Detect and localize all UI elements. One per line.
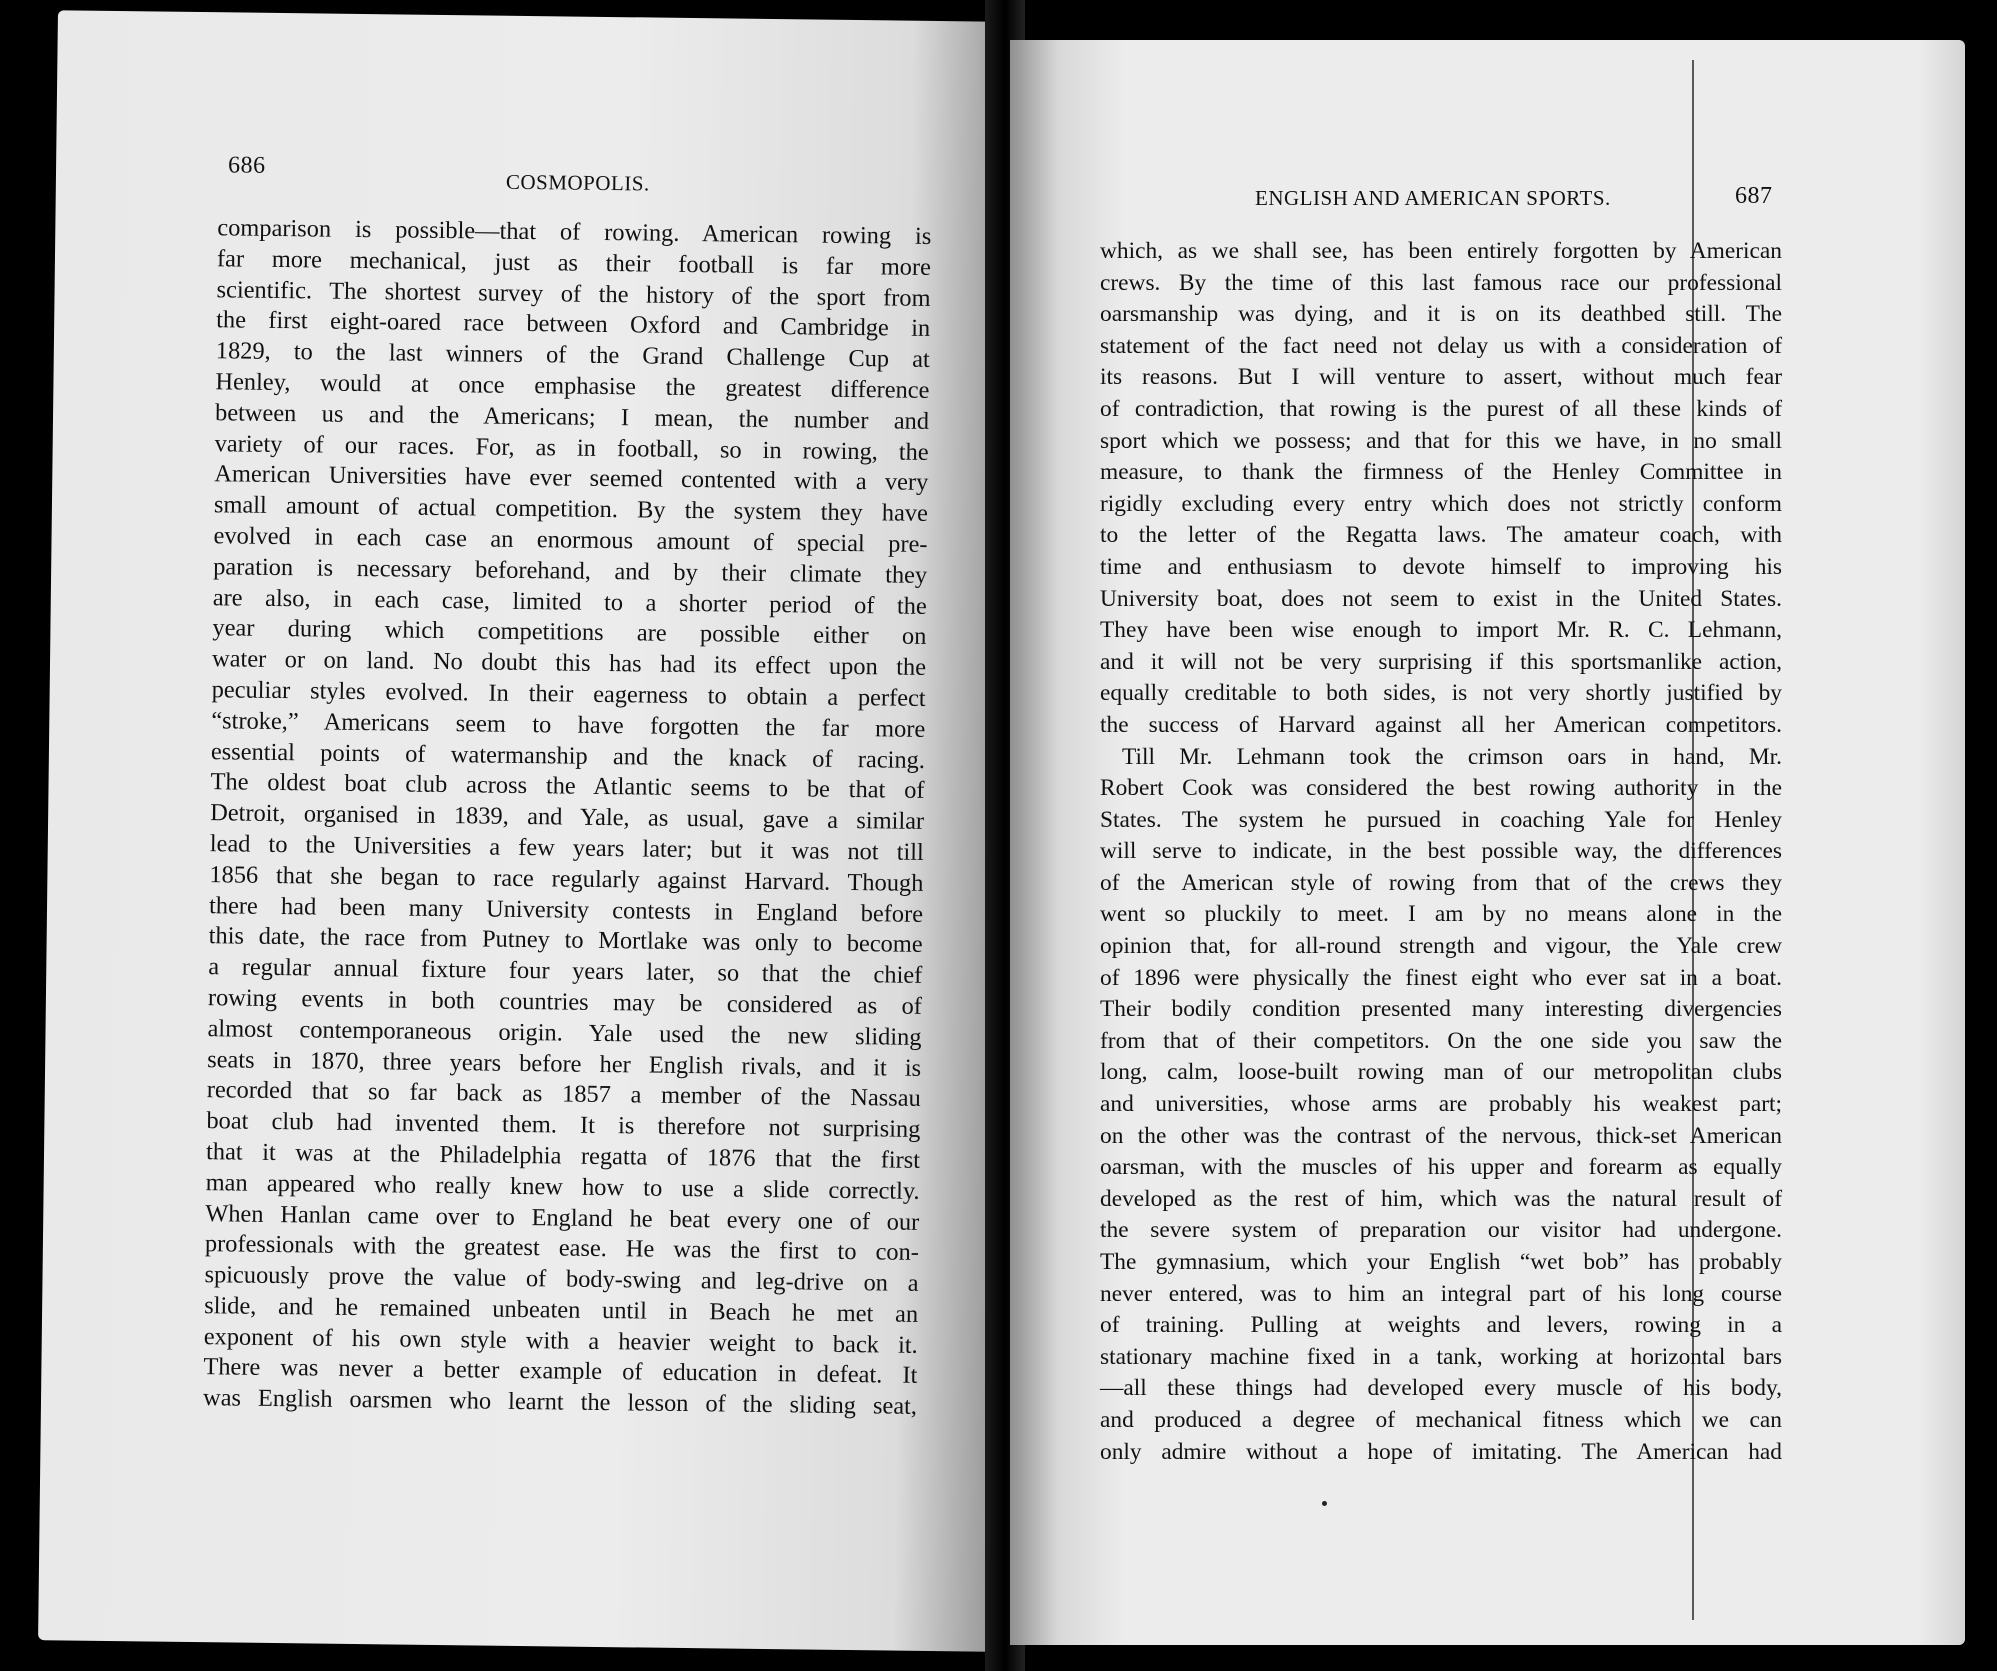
- text-line: small amount of actual competition. By the system they have: [213, 491, 929, 528]
- text-line: spicuously prove the value of body-swing and leg-drive on a: [204, 1261, 919, 1297]
- text-line: from that of their competitors. On the one side you saw the: [1100, 1027, 1782, 1054]
- text-line: Robert Cook was considered the best rowing authority in the: [1100, 775, 1782, 802]
- text-line: —all these things had developed every muscle of his body,: [1100, 1375, 1782, 1402]
- text-line: exponent of his own style with a heavier weight to back it.: [203, 1322, 918, 1359]
- text-line: 1856 that she began to race regularly against Harvard. Though: [209, 860, 924, 897]
- text-line: There was never a better example of education in defeat. It: [203, 1353, 918, 1390]
- text-line: When Hanlan came over to England he beat every one of our: [205, 1199, 920, 1236]
- left-page: [38, 10, 1008, 1651]
- text-line: sport which we possess; and that for this we have, in no small: [1100, 427, 1782, 454]
- text-line: crews. By the time of this last famous race our professional: [1100, 269, 1782, 296]
- text-line: American Universities have ever seemed contented with a very: [214, 460, 929, 497]
- text-line: was English oarsmen who learnt the lesson of the sliding seat,: [202, 1384, 918, 1421]
- text-line: man appeared who really knew how to use a slide correctly.: [205, 1168, 920, 1205]
- text-line: of training. Pulling at weights and levers, rowing in a: [1100, 1312, 1782, 1339]
- text-line: Henley, would at once emphasise the greatest difference: [215, 368, 930, 404]
- text-line: seats in 1870, three years before her English rivals, and it is: [207, 1045, 922, 1082]
- text-line: comparison is possible—that of rowing. American rowing is: [217, 214, 932, 250]
- text-line: They have been wise enough to import Mr. R. C. Lehmann,: [1100, 617, 1782, 644]
- text-line: developed as the rest of him, which was the natural result of: [1100, 1185, 1782, 1212]
- text-line: water or on land. No doubt this has had its effect upon the: [211, 645, 927, 682]
- text-line: 1829, to the last winners of the Grand Challenge Cup at: [215, 337, 930, 374]
- text-line: measure, to thank the firmness of the Henley Committee in: [1100, 459, 1782, 486]
- left-running-head: COSMOPOLIS.: [505, 169, 650, 196]
- text-line: The gymnasium, which your English “wet bob” has probably: [1100, 1249, 1782, 1275]
- text-line: and it will not be very surprising if this sportsmanlike action,: [1100, 648, 1782, 675]
- text-line: peculiar styles evolved. In their eagerness to obtain a perfect: [211, 676, 926, 712]
- text-line: long, calm, loose-built rowing man of our metropolitan clubs: [1100, 1059, 1782, 1086]
- text-line: the severe system of preparation our visitor had undergone.: [1100, 1217, 1782, 1244]
- left-page-number: 686: [227, 152, 266, 179]
- text-line: evolved in each case an enormous amount of special pre-: [213, 522, 928, 558]
- right-page: [1010, 40, 1965, 1645]
- text-line: recorded that so far back as 1857 a member of the Nassau: [206, 1076, 921, 1113]
- text-line: went so pluckily to meet. I am by no means alone in the: [1100, 901, 1782, 928]
- text-line: the success of Harvard against all her American competitors.: [1100, 711, 1782, 738]
- text-line: of 1896 were physically the finest eight who ever sat in a boat.: [1100, 964, 1782, 991]
- text-line: boat club had invented them. It is therefore not surprising: [206, 1107, 921, 1143]
- text-line: there had been many University contests in England before: [208, 891, 924, 928]
- text-line: a regular annual fixture four years later, so that the chief: [208, 953, 923, 990]
- text-line: Detroit, organised in 1839, and Yale, as usual, gave a similar: [210, 799, 925, 836]
- text-line: professionals with the greatest ease. He was the first to con-: [204, 1230, 920, 1267]
- text-line: variety of our races. For, as in football, so in rowing, the: [214, 429, 929, 466]
- text-line: far more mechanical, just as their football is far more: [216, 245, 932, 281]
- text-line: are also, in each case, limited to a shorter period of the: [212, 583, 927, 620]
- text-line: scientific. The shortest survey of the history of the sport from: [216, 275, 931, 312]
- text-line: on the other was the contrast of the nervous, thick-set American: [1100, 1122, 1782, 1149]
- text-line: year during which competitions are possible either on: [212, 614, 927, 651]
- text-line: stationary machine fixed in a tank, working at horizontal bars: [1100, 1343, 1782, 1370]
- right-page-number: 687: [1735, 183, 1773, 209]
- text-line: only admire without a hope of imitating. The American had: [1100, 1438, 1782, 1465]
- text-line: “stroke,” Americans seem to have forgotten the far more: [211, 706, 926, 743]
- text-line: its reasons. But I will venture to assert, without much fear: [1100, 364, 1782, 391]
- text-line: time and enthusiasm to devote himself to improving his: [1100, 553, 1782, 580]
- text-line: opinion that, for all-round strength and vigour, the Yale crew: [1100, 933, 1782, 960]
- text-line: to the letter of the Regatta laws. The amateur coach, with: [1100, 522, 1782, 549]
- text-line: between us and the Americans; I mean, the number and: [214, 398, 930, 435]
- text-line: which, as we shall see, has been entirely forgotten by American: [1100, 238, 1782, 264]
- text-line: Their bodily condition presented many interesting divergencies: [1100, 996, 1782, 1023]
- text-line: equally creditable to both sides, is not very shortly justified by: [1100, 680, 1782, 707]
- text-line: will serve to indicate, in the best possible way, the differences: [1100, 838, 1782, 865]
- left-page-text: [203, 213, 932, 1423]
- text-line: and produced a degree of mechanical fitness which we can: [1100, 1406, 1782, 1433]
- text-line: never entered, was to him an integral part of his long course: [1100, 1280, 1782, 1307]
- text-line: that it was at the Philadelphia regatta of 1876 that the first: [205, 1138, 921, 1174]
- text-line: lead to the Universities a few years later; but it was not till: [209, 830, 924, 866]
- text-line: oarsmanship was dying, and it is on its deathbed still. The: [1100, 301, 1782, 328]
- text-line: slide, and he remained unbeaten until in Beach he met an: [204, 1292, 919, 1328]
- text-line: University boat, does not seem to exist in the United States.: [1100, 585, 1782, 612]
- text-line: States. The system he pursued in coaching Yale for Henley: [1100, 806, 1782, 833]
- text-line: this date, the race from Putney to Mortlake was only to become: [208, 922, 923, 959]
- text-line: paration is necessary beforehand, and by their climate they: [213, 552, 928, 589]
- text-line: almost contemporaneous origin. Yale used the new sliding: [207, 1014, 922, 1051]
- text-line: and universities, whose arms are probably his weakest part;: [1100, 1091, 1782, 1118]
- text-line: of the American style of rowing from that of the crews they: [1100, 869, 1782, 896]
- text-line: the first eight-oared race between Oxford and Cambridge in: [216, 306, 931, 343]
- right-running-head: ENGLISH AND AMERICAN SPORTS.: [1255, 186, 1611, 210]
- text-line: Till Mr. Lehmann took the crimson oars in hand, Mr.: [1122, 743, 1782, 770]
- right-page-text: [1100, 236, 1782, 1468]
- text-line: statement of the fact need not delay us with a consideration of: [1100, 332, 1782, 359]
- ink-speck: [1322, 1501, 1327, 1506]
- text-line: oarsman, with the muscles of his upper and forearm as equally: [1100, 1154, 1782, 1181]
- text-line: The oldest boat club across the Atlantic seems to be that of: [210, 768, 925, 805]
- text-line: rowing events in both countries may be considered as of: [207, 984, 923, 1020]
- text-line: essential points of watermanship and the knack of racing.: [210, 737, 926, 774]
- text-line: of contradiction, that rowing is the purest of all these kinds of: [1100, 395, 1782, 422]
- text-line: rigidly excluding every entry which does not strictly conform: [1100, 490, 1782, 517]
